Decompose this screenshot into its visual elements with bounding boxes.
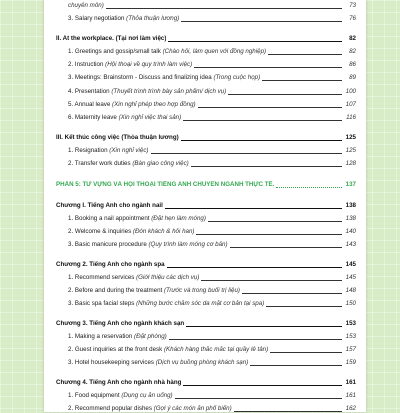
toc-entry-text: 1. Recommend services <box>68 274 137 281</box>
toc-entry-title <box>68 392 173 400</box>
toc-leader-line <box>183 384 342 386</box>
toc-entry-title <box>68 300 264 308</box>
toc-entry-text: 1. Greetings and gossip/small talk <box>68 48 163 55</box>
toc-page-number: 153 <box>345 320 356 327</box>
toc-page-number: 157 <box>345 346 356 353</box>
toc-page-number: 116 <box>346 114 356 121</box>
toc-entry-translation: (Đặt phòng) <box>134 333 167 340</box>
toc-entry-text: PHẦN 5: TỪ VỰNG VÀ HỘI THOẠI TIẾNG ANH CHUYÊN NGÀNH THỰC TẾ. <box>56 181 275 188</box>
toc-leader-line <box>175 397 342 399</box>
toc-entry <box>56 70 356 82</box>
toc-leader-line <box>262 79 342 81</box>
toc-entry-translation: (Đặt hẹn làm móng) <box>151 215 206 222</box>
toc-leader-line <box>191 165 342 167</box>
toc-leader-line <box>106 7 342 9</box>
toc-entry-text: 3. Basic spa facial steps <box>68 300 137 307</box>
toc-entry-title <box>68 114 181 122</box>
toc-entry-text: 2. Instruction <box>68 61 106 68</box>
toc-entry <box>56 143 356 155</box>
toc-entry-text: 3. Hotel housekeeping services <box>68 359 156 366</box>
toc-entry <box>56 388 356 400</box>
toc-entry <box>56 57 356 69</box>
toc-leader-line <box>234 410 342 412</box>
toc-page-number: 153 <box>345 333 356 340</box>
toc-section-heading <box>56 198 356 210</box>
toc-leader-line <box>270 351 342 353</box>
toc-entry-title <box>56 181 274 189</box>
toc-leader-line <box>181 139 342 141</box>
toc-leader-line <box>194 66 342 68</box>
toc-entry <box>56 329 356 341</box>
toc-entry <box>56 355 356 367</box>
toc-entry-text: 2. Recommend popular dishes <box>68 405 154 412</box>
toc-entry-text: 1. Food equipment <box>68 392 122 399</box>
toc-entry-translation: (Xin nghỉ việc thai sản) <box>118 114 182 121</box>
toc-entry <box>56 97 356 109</box>
toc-entry-text: Chương 2. Tiếng Anh cho ngành spa <box>56 261 165 268</box>
toc-entry-translation: (Thuyết trình trình bày sản phẩm/ dịch vụ) <box>111 88 227 95</box>
toc-entry-text: 5. Annual leave <box>68 101 113 108</box>
toc-entry-text: 3. Salary negotiation <box>68 15 127 22</box>
toc-page-number: 128 <box>345 160 356 167</box>
toc-entry <box>56 0 356 10</box>
toc-entry-text: 3. Meetings: Brainstorm - Discuss and finalizing idea <box>68 74 214 81</box>
toc-page-number: 76 <box>349 15 356 22</box>
toc-entry <box>56 11 356 23</box>
toc-leader-line <box>151 152 343 154</box>
toc-entry-text: 1. Booking a nail appointment <box>68 215 152 222</box>
toc-entry-text: 6. Maternity leave <box>68 114 119 121</box>
toc-entry <box>56 401 356 413</box>
toc-entry-translation: (Quy trình làm móng cơ bản) <box>148 241 228 248</box>
toc-page-number: 161 <box>345 392 356 399</box>
toc-leader-line <box>266 305 342 307</box>
toc-entry-text: II. At the workplace. (Tại nơi làm việc) <box>56 35 167 42</box>
toc-entry-title <box>68 2 104 10</box>
toc-page-number: 73 <box>349 2 356 9</box>
toc-entry <box>56 44 356 56</box>
toc-entry-translation: (Giới thiệu các dịch vụ) <box>136 274 200 281</box>
toc-entry-text: Chương 4. Tiếng Anh cho ngành nhà hàng <box>56 379 182 386</box>
toc-entry-title <box>68 274 199 282</box>
toc-entry-text: 2. Welcome & inquiries <box>68 228 133 235</box>
toc-section-heading <box>56 375 356 387</box>
toc-leader-line <box>181 20 342 22</box>
toc-entry-text: 2. Transfer work duties <box>68 160 133 167</box>
toc-page-number: 82 <box>349 35 356 42</box>
toc-entry-title <box>68 101 196 109</box>
toc-entry-translation: (Xin nghỉ phép theo hợp đồng) <box>112 101 196 108</box>
toc-part-heading <box>56 177 356 189</box>
toc-page-number: 89 <box>349 74 356 81</box>
toc-page-number: 125 <box>345 134 356 141</box>
toc-entry-text: Chương 3. Tiếng Anh cho ngành khách sạn <box>56 320 185 327</box>
toc-entry <box>56 110 356 122</box>
toc-leader-line <box>186 325 342 327</box>
toc-entry-title <box>68 228 194 236</box>
toc-entry-title <box>68 48 266 56</box>
toc-entry-title <box>68 241 228 249</box>
toc-entry-translation: (Thỏa thuận lương) <box>126 15 180 22</box>
toc-entry-text: 2. Guest inquiries at the front desk <box>68 346 164 353</box>
toc-entry-title <box>68 160 189 168</box>
toc-page-number: 137 <box>345 181 356 188</box>
toc-entry-translation: (Khách hàng thắc mắc tại quầy lễ tân) <box>163 346 269 353</box>
toc-leader-line <box>250 364 342 366</box>
toc-page-number: 145 <box>345 274 356 281</box>
toc-entry-translation: chuyên môn) <box>68 2 104 9</box>
toc-leader-line <box>169 338 342 340</box>
toc-section-heading <box>56 316 356 328</box>
toc-entry <box>56 84 356 96</box>
toc-entry-translation: (Chào hỏi, làm quen với đồng nghiệp) <box>162 48 267 55</box>
toc-entry-text: 1. Resignation <box>68 147 110 154</box>
toc-entry <box>56 283 356 295</box>
toc-entry-translation: (Dụng cụ ăn uống) <box>121 392 173 399</box>
toc-leader-line <box>168 40 342 42</box>
toc-entry <box>56 156 356 168</box>
toc-entry-title <box>68 15 179 23</box>
toc-entry <box>56 211 356 223</box>
toc-leader-line <box>268 53 342 55</box>
toc-page-number: 138 <box>345 215 356 222</box>
toc-entry-translation: (Hội thoại về quy trình làm việc) <box>105 61 193 68</box>
book-page <box>44 0 366 412</box>
toc-leader-line <box>198 106 342 108</box>
toc-leader-line <box>165 207 342 209</box>
toc-entry-title <box>68 287 240 295</box>
toc-page-number: 100 <box>345 88 356 95</box>
toc-entry <box>56 224 356 236</box>
toc-page-number: 161 <box>345 379 356 386</box>
toc-entry-text: III. Kết thúc công việc (Thỏa thuận lương) <box>56 134 179 141</box>
toc-entry-translation: (Trong cuộc họp) <box>213 74 261 81</box>
toc-page-number: 150 <box>345 300 356 307</box>
toc-entry-title <box>68 147 149 155</box>
toc-entry-title <box>56 320 184 328</box>
toc-entry-title <box>68 359 248 367</box>
toc-page-number: 145 <box>345 261 356 268</box>
toc-page-number: 86 <box>349 61 356 68</box>
toc-entry-translation: (Bàn giao công việc) <box>132 160 189 167</box>
toc-entry-translation: (Đón khách & hỏi han) <box>132 228 195 235</box>
toc-leader-line <box>167 266 342 268</box>
toc-entry <box>56 342 356 354</box>
toc-entry <box>56 237 356 249</box>
toc-leader-line <box>228 93 342 95</box>
toc-entry-title <box>68 215 206 223</box>
toc-page-number: 107 <box>345 101 356 108</box>
toc-section-heading <box>56 257 356 269</box>
toc-page-number: 143 <box>345 241 356 248</box>
toc-entry-text: 4. Presentation <box>68 88 112 95</box>
toc-page-number: 148 <box>345 287 356 294</box>
toc-leader-line <box>242 292 342 294</box>
toc-entry-title <box>68 88 226 96</box>
toc-page-number: 138 <box>345 202 356 209</box>
toc-entry-title <box>56 202 163 210</box>
toc-entry <box>56 296 356 308</box>
toc-entry-title <box>56 35 166 43</box>
toc-leader-line <box>196 233 342 235</box>
toc-entry-title <box>68 61 192 69</box>
toc-entry-title <box>68 346 268 354</box>
toc-entry-translation: (Những bước chăm sóc da mặt cơ bản tại spa) <box>136 300 265 307</box>
toc-entry-text: 3. Basic manicure procedure <box>68 241 149 248</box>
toc-page-number: 159 <box>345 359 356 366</box>
toc-entry <box>56 270 356 282</box>
toc-entry-translation: (Gợi ý các món ăn phổ biến) <box>153 405 232 412</box>
toc-entry-title <box>56 134 179 142</box>
toc-page-number: 125 <box>345 147 356 154</box>
toc-page-number: 82 <box>349 48 356 55</box>
toc-entry-translation: (Xin nghỉ việc) <box>109 147 149 154</box>
toc-entry-translation: (Trước và trong buổi trị liệu) <box>163 287 240 294</box>
toc-leader-line <box>183 119 342 121</box>
toc-entry-text: Chương I. Tiếng Anh cho ngành nail <box>56 202 163 209</box>
toc-leader-line <box>276 186 342 188</box>
toc-entry-title <box>68 405 232 413</box>
toc-page-number: 162 <box>345 405 356 412</box>
toc-leader-line <box>230 246 342 248</box>
toc-entry-title <box>56 261 165 269</box>
toc-leader-line <box>208 220 342 222</box>
toc-leader-line <box>201 279 342 281</box>
toc-entry-title <box>68 333 167 341</box>
toc-entry-text: 1. Making a reservation <box>68 333 135 340</box>
toc-page-number: 140 <box>345 228 356 235</box>
toc-entry-title <box>56 379 181 387</box>
toc-entry-translation: (Dịch vụ buồng phòng khách sạn) <box>155 359 249 366</box>
toc-entry-text: 2. Before and during the treatment <box>68 287 164 294</box>
toc-entry-title <box>68 74 260 82</box>
toc-section-heading <box>56 130 356 142</box>
toc-section-heading <box>56 31 356 43</box>
